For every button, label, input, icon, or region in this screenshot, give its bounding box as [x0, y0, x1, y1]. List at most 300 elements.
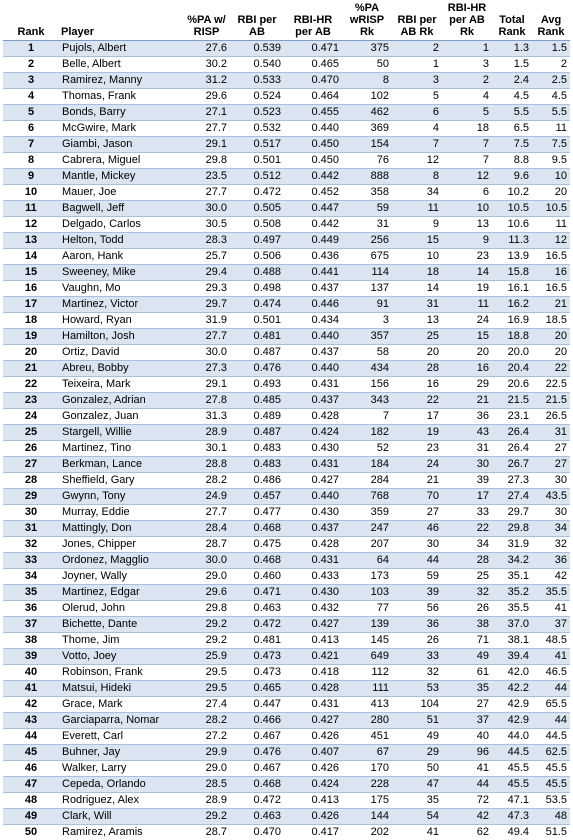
cell-rbi-hr-per-ab-rk: 37 — [442, 713, 492, 729]
cell-avg-rank: 34 — [532, 521, 570, 537]
cell-rank: 1 — [3, 41, 59, 57]
cell-avg-rank: 27 — [532, 457, 570, 473]
cell-avg-rank: 22.5 — [532, 377, 570, 393]
cell-rbi-per-ab-rk: 16 — [392, 377, 442, 393]
cell-rank: 49 — [3, 809, 59, 825]
cell-rbi-hr-per-ab: 0.440 — [284, 329, 342, 345]
cell-rbi-per-ab-rk: 44 — [392, 553, 442, 569]
cell-pa-wrisp-rk: 768 — [342, 489, 392, 505]
cell-player: Votto, Joey — [59, 649, 183, 665]
cell-total-rank: 5.5 — [492, 105, 532, 121]
cell-total-rank: 9.6 — [492, 169, 532, 185]
cell-rbi-per-ab: 0.467 — [230, 729, 284, 745]
cell-rbi-hr-per-ab-rk: 61 — [442, 665, 492, 681]
cell-rbi-hr-per-ab-rk: 31 — [442, 441, 492, 457]
table-row — [3, 121, 570, 137]
table-row — [3, 425, 570, 441]
cell-player: Murray, Eddie — [59, 505, 183, 521]
cell-rbi-per-ab: 0.468 — [230, 521, 284, 537]
cell-rbi-hr-per-ab: 0.430 — [284, 441, 342, 457]
cell-pa-risp: 28.7 — [183, 825, 230, 840]
cell-rbi-hr-per-ab: 0.407 — [284, 745, 342, 761]
cell-avg-rank: 45.5 — [532, 777, 570, 793]
cell-player: Robinson, Frank — [59, 665, 183, 681]
cell-rbi-hr-per-ab: 0.431 — [284, 377, 342, 393]
cell-rbi-hr-per-ab: 0.470 — [284, 73, 342, 89]
cell-pa-wrisp-rk: 451 — [342, 729, 392, 745]
cell-player: Pujols, Albert — [59, 41, 183, 57]
cell-rbi-hr-per-ab-rk: 29 — [442, 377, 492, 393]
cell-pa-wrisp-rk: 343 — [342, 393, 392, 409]
cell-avg-rank: 30 — [532, 505, 570, 521]
cell-rbi-hr-per-ab-rk: 24 — [442, 313, 492, 329]
table-row — [3, 441, 570, 457]
cell-rbi-per-ab: 0.476 — [230, 745, 284, 761]
cell-pa-risp: 29.5 — [183, 681, 230, 697]
cell-rbi-hr-per-ab: 0.442 — [284, 217, 342, 233]
cell-pa-wrisp-rk: 3 — [342, 313, 392, 329]
cell-pa-wrisp-rk: 64 — [342, 553, 392, 569]
cell-pa-risp: 29.6 — [183, 89, 230, 105]
cell-rbi-per-ab-rk: 27 — [392, 505, 442, 521]
cell-rbi-per-ab-rk: 28 — [392, 361, 442, 377]
cell-rbi-hr-per-ab: 0.437 — [284, 521, 342, 537]
cell-pa-risp: 30.0 — [183, 201, 230, 217]
cell-rbi-hr-per-ab-rk: 18 — [442, 121, 492, 137]
cell-pa-wrisp-rk: 173 — [342, 569, 392, 585]
cell-pa-risp: 30.5 — [183, 217, 230, 233]
cell-rbi-per-ab: 0.517 — [230, 137, 284, 153]
cell-rbi-per-ab: 0.475 — [230, 537, 284, 553]
cell-rbi-hr-per-ab: 0.431 — [284, 553, 342, 569]
cell-player: Belle, Albert — [59, 57, 183, 73]
cell-avg-rank: 65.5 — [532, 697, 570, 713]
cell-rbi-per-ab-rk: 23 — [392, 441, 442, 457]
cell-avg-rank: 21.5 — [532, 393, 570, 409]
table-row — [3, 761, 570, 777]
cell-total-rank: 44.5 — [492, 745, 532, 761]
cell-rbi-per-ab: 0.472 — [230, 185, 284, 201]
cell-total-rank: 35.2 — [492, 585, 532, 601]
cell-total-rank: 26.4 — [492, 425, 532, 441]
cell-avg-rank: 44 — [532, 681, 570, 697]
cell-total-rank: 10.5 — [492, 201, 532, 217]
table-row — [3, 713, 570, 729]
cell-rank: 35 — [3, 585, 59, 601]
cell-rank: 4 — [3, 89, 59, 105]
cell-rbi-per-ab: 0.467 — [230, 761, 284, 777]
cell-total-rank: 10.2 — [492, 185, 532, 201]
cell-rbi-hr-per-ab: 0.449 — [284, 233, 342, 249]
cell-pa-wrisp-rk: 182 — [342, 425, 392, 441]
cell-avg-rank: 26.5 — [532, 409, 570, 425]
cell-pa-wrisp-rk: 8 — [342, 73, 392, 89]
cell-avg-rank: 37 — [532, 617, 570, 633]
cell-total-rank: 20.4 — [492, 361, 532, 377]
cell-player: Joyner, Wally — [59, 569, 183, 585]
cell-total-rank: 8.8 — [492, 153, 532, 169]
cell-avg-rank: 10.5 — [532, 201, 570, 217]
cell-rbi-hr-per-ab: 0.421 — [284, 649, 342, 665]
table-row — [3, 169, 570, 185]
cell-pa-wrisp-rk: 675 — [342, 249, 392, 265]
cell-rbi-per-ab: 0.512 — [230, 169, 284, 185]
cell-avg-rank: 12 — [532, 233, 570, 249]
cell-rbi-hr-per-ab-rk: 28 — [442, 553, 492, 569]
cell-rbi-hr-per-ab: 0.431 — [284, 697, 342, 713]
cell-avg-rank: 2 — [532, 57, 570, 73]
cell-pa-wrisp-rk: 103 — [342, 585, 392, 601]
cell-pa-wrisp-rk: 357 — [342, 329, 392, 345]
table-row — [3, 137, 570, 153]
cell-rank: 29 — [3, 489, 59, 505]
cell-pa-risp: 31.9 — [183, 313, 230, 329]
cell-rbi-per-ab-rk: 9 — [392, 217, 442, 233]
cell-player: Martinez, Edgar — [59, 585, 183, 601]
cell-total-rank: 29.7 — [492, 505, 532, 521]
cell-avg-rank: 16.5 — [532, 249, 570, 265]
cell-rank: 47 — [3, 777, 59, 793]
cell-rank: 9 — [3, 169, 59, 185]
cell-rbi-per-ab: 0.506 — [230, 249, 284, 265]
cell-pa-risp: 31.2 — [183, 73, 230, 89]
cell-rbi-per-ab: 0.463 — [230, 809, 284, 825]
cell-pa-wrisp-rk: 170 — [342, 761, 392, 777]
cell-rbi-per-ab: 0.465 — [230, 681, 284, 697]
col-header-player: Player — [59, 2, 183, 41]
cell-avg-rank: 44.5 — [532, 729, 570, 745]
cell-pa-risp: 29.3 — [183, 281, 230, 297]
cell-player: Matsui, Hideki — [59, 681, 183, 697]
cell-player: Sheffield, Gary — [59, 473, 183, 489]
table-row — [3, 105, 570, 121]
cell-rbi-hr-per-ab: 0.427 — [284, 473, 342, 489]
cell-rbi-hr-per-ab-rk: 23 — [442, 249, 492, 265]
cell-rank: 45 — [3, 745, 59, 761]
cell-rbi-hr-per-ab-rk: 3 — [442, 57, 492, 73]
cell-pa-wrisp-rk: 139 — [342, 617, 392, 633]
table-row — [3, 649, 570, 665]
cell-rank: 24 — [3, 409, 59, 425]
cell-pa-wrisp-rk: 31 — [342, 217, 392, 233]
cell-rbi-hr-per-ab-rk: 6 — [442, 185, 492, 201]
cell-rbi-hr-per-ab-rk: 35 — [442, 681, 492, 697]
cell-pa-risp: 28.5 — [183, 777, 230, 793]
cell-total-rank: 42.9 — [492, 713, 532, 729]
cell-rbi-hr-per-ab-rk: 15 — [442, 329, 492, 345]
cell-total-rank: 6.5 — [492, 121, 532, 137]
cell-avg-rank: 21 — [532, 297, 570, 313]
cell-avg-rank: 35.5 — [532, 585, 570, 601]
cell-rbi-per-ab: 0.466 — [230, 713, 284, 729]
cell-rbi-per-ab-rk: 35 — [392, 793, 442, 809]
cell-pa-wrisp-rk: 50 — [342, 57, 392, 73]
cell-pa-risp: 28.9 — [183, 793, 230, 809]
cell-avg-rank: 7.5 — [532, 137, 570, 153]
cell-total-rank: 21.5 — [492, 393, 532, 409]
cell-pa-wrisp-rk: 649 — [342, 649, 392, 665]
cell-rbi-hr-per-ab-rk: 16 — [442, 361, 492, 377]
cell-player: Howard, Ryan — [59, 313, 183, 329]
cell-rbi-hr-per-ab-rk: 41 — [442, 761, 492, 777]
cell-rbi-per-ab: 0.472 — [230, 617, 284, 633]
cell-rbi-per-ab-rk: 29 — [392, 745, 442, 761]
cell-rbi-per-ab-rk: 59 — [392, 569, 442, 585]
cell-rbi-per-ab-rk: 2 — [392, 41, 442, 57]
cell-player: Jones, Chipper — [59, 537, 183, 553]
cell-avg-rank: 27 — [532, 441, 570, 457]
cell-rbi-hr-per-ab: 0.426 — [284, 761, 342, 777]
table-row — [3, 729, 570, 745]
cell-rbi-per-ab-rk: 20 — [392, 345, 442, 361]
cell-pa-risp: 25.9 — [183, 649, 230, 665]
cell-avg-rank: 43.5 — [532, 489, 570, 505]
cell-rbi-hr-per-ab: 0.427 — [284, 713, 342, 729]
cell-pa-risp: 30.0 — [183, 345, 230, 361]
cell-rbi-per-ab-rk: 26 — [392, 633, 442, 649]
cell-total-rank: 1.5 — [492, 57, 532, 73]
cell-rbi-per-ab: 0.540 — [230, 57, 284, 73]
cell-rank: 8 — [3, 153, 59, 169]
cell-avg-rank: 20 — [532, 329, 570, 345]
cell-pa-risp: 23.5 — [183, 169, 230, 185]
cell-pa-wrisp-rk: 247 — [342, 521, 392, 537]
cell-pa-wrisp-rk: 144 — [342, 809, 392, 825]
cell-total-rank: 4.5 — [492, 89, 532, 105]
cell-pa-wrisp-rk: 228 — [342, 777, 392, 793]
cell-total-rank: 35.1 — [492, 569, 532, 585]
cell-avg-rank: 45.5 — [532, 761, 570, 777]
cell-rank: 2 — [3, 57, 59, 73]
cell-avg-rank: 18.5 — [532, 313, 570, 329]
cell-rank: 31 — [3, 521, 59, 537]
cell-avg-rank: 9.5 — [532, 153, 570, 169]
cell-rbi-per-ab: 0.460 — [230, 569, 284, 585]
cell-rbi-hr-per-ab: 0.442 — [284, 169, 342, 185]
cell-rbi-hr-per-ab: 0.437 — [284, 393, 342, 409]
table-row — [3, 233, 570, 249]
cell-rbi-hr-per-ab: 0.431 — [284, 457, 342, 473]
cell-rbi-per-ab: 0.501 — [230, 153, 284, 169]
cell-player: Grace, Mark — [59, 697, 183, 713]
cell-rank: 14 — [3, 249, 59, 265]
cell-rank: 21 — [3, 361, 59, 377]
cell-rbi-hr-per-ab-rk: 71 — [442, 633, 492, 649]
cell-pa-risp: 27.4 — [183, 697, 230, 713]
cell-rbi-per-ab-rk: 11 — [392, 201, 442, 217]
cell-pa-risp: 29.2 — [183, 633, 230, 649]
cell-pa-risp: 30.1 — [183, 441, 230, 457]
cell-pa-wrisp-rk: 145 — [342, 633, 392, 649]
cell-avg-rank: 41 — [532, 601, 570, 617]
cell-total-rank: 1.3 — [492, 41, 532, 57]
table-row — [3, 489, 570, 505]
cell-total-rank: 18.8 — [492, 329, 532, 345]
cell-rbi-per-ab: 0.457 — [230, 489, 284, 505]
table-row — [3, 41, 570, 57]
cell-player: Ramirez, Manny — [59, 73, 183, 89]
cell-pa-wrisp-rk: 369 — [342, 121, 392, 137]
cell-rbi-hr-per-ab-rk: 33 — [442, 505, 492, 521]
table-row — [3, 329, 570, 345]
cell-rbi-hr-per-ab: 0.440 — [284, 121, 342, 137]
cell-pa-risp: 27.8 — [183, 393, 230, 409]
cell-total-rank: 27.3 — [492, 473, 532, 489]
cell-pa-risp: 28.4 — [183, 521, 230, 537]
col-header-rbi-hr-per-ab-rk: RBI-HR per AB Rk — [442, 2, 492, 41]
cell-player: Cepeda, Orlando — [59, 777, 183, 793]
rbi-table-sheet — [3, 2, 570, 840]
cell-avg-rank: 31 — [532, 425, 570, 441]
cell-pa-risp: 29.2 — [183, 809, 230, 825]
cell-avg-rank: 44 — [532, 713, 570, 729]
cell-rbi-per-ab: 0.468 — [230, 777, 284, 793]
cell-rbi-per-ab: 0.524 — [230, 89, 284, 105]
cell-rbi-hr-per-ab-rk: 32 — [442, 585, 492, 601]
cell-rbi-per-ab-rk: 15 — [392, 233, 442, 249]
cell-rbi-hr-per-ab: 0.441 — [284, 265, 342, 281]
table-row — [3, 153, 570, 169]
cell-rbi-per-ab: 0.471 — [230, 585, 284, 601]
cell-total-rank: 44.0 — [492, 729, 532, 745]
table-row — [3, 217, 570, 233]
cell-rbi-per-ab: 0.472 — [230, 793, 284, 809]
table-row — [3, 313, 570, 329]
cell-avg-rank: 16 — [532, 265, 570, 281]
cell-rbi-per-ab-rk: 10 — [392, 249, 442, 265]
cell-player: Ramirez, Aramis — [59, 825, 183, 840]
cell-rbi-hr-per-ab-rk: 25 — [442, 569, 492, 585]
table-row — [3, 633, 570, 649]
cell-total-rank: 20.6 — [492, 377, 532, 393]
cell-rank: 18 — [3, 313, 59, 329]
cell-rbi-per-ab-rk: 18 — [392, 265, 442, 281]
cell-rank: 38 — [3, 633, 59, 649]
cell-avg-rank: 48 — [532, 809, 570, 825]
cell-avg-rank: 11 — [532, 121, 570, 137]
cell-pa-wrisp-rk: 102 — [342, 89, 392, 105]
cell-rank: 11 — [3, 201, 59, 217]
cell-rbi-per-ab-rk: 41 — [392, 825, 442, 840]
cell-rank: 34 — [3, 569, 59, 585]
cell-total-rank: 42.9 — [492, 697, 532, 713]
cell-player: Everett, Carl — [59, 729, 183, 745]
table-row — [3, 345, 570, 361]
cell-pa-wrisp-rk: 58 — [342, 345, 392, 361]
cell-pa-wrisp-rk: 77 — [342, 601, 392, 617]
cell-rbi-hr-per-ab-rk: 12 — [442, 169, 492, 185]
cell-pa-wrisp-rk: 114 — [342, 265, 392, 281]
cell-rbi-hr-per-ab-rk: 43 — [442, 425, 492, 441]
cell-rbi-hr-per-ab-rk: 96 — [442, 745, 492, 761]
cell-rbi-hr-per-ab: 0.446 — [284, 297, 342, 313]
cell-pa-risp: 27.2 — [183, 729, 230, 745]
cell-avg-rank: 20 — [532, 345, 570, 361]
cell-total-rank: 15.8 — [492, 265, 532, 281]
cell-pa-wrisp-rk: 413 — [342, 697, 392, 713]
col-header-rbi-hr-per-ab: RBI-HR per AB — [284, 2, 342, 41]
cell-rbi-per-ab-rk: 50 — [392, 761, 442, 777]
cell-player: Gwynn, Tony — [59, 489, 183, 505]
cell-avg-rank: 46.5 — [532, 665, 570, 681]
cell-rbi-hr-per-ab: 0.428 — [284, 681, 342, 697]
cell-total-rank: 10.6 — [492, 217, 532, 233]
cell-avg-rank: 10 — [532, 169, 570, 185]
cell-total-rank: 13.9 — [492, 249, 532, 265]
cell-rbi-hr-per-ab: 0.430 — [284, 585, 342, 601]
cell-pa-risp: 28.8 — [183, 457, 230, 473]
cell-rbi-per-ab: 0.463 — [230, 601, 284, 617]
cell-rbi-hr-per-ab: 0.430 — [284, 505, 342, 521]
cell-rbi-per-ab-rk: 104 — [392, 697, 442, 713]
cell-player: Bonds, Barry — [59, 105, 183, 121]
cell-total-rank: 38.1 — [492, 633, 532, 649]
cell-pa-wrisp-rk: 137 — [342, 281, 392, 297]
table-row — [3, 297, 570, 313]
cell-rbi-per-ab-rk: 1 — [392, 57, 442, 73]
cell-player: Buhner, Jay — [59, 745, 183, 761]
cell-avg-rank: 42 — [532, 569, 570, 585]
cell-player: Martinez, Victor — [59, 297, 183, 313]
cell-player: Helton, Todd — [59, 233, 183, 249]
cell-rbi-per-ab-rk: 17 — [392, 409, 442, 425]
cell-pa-wrisp-rk: 375 — [342, 41, 392, 57]
cell-avg-rank: 20 — [532, 185, 570, 201]
cell-total-rank: 47.1 — [492, 793, 532, 809]
cell-rank: 15 — [3, 265, 59, 281]
cell-rbi-hr-per-ab: 0.434 — [284, 313, 342, 329]
cell-rbi-per-ab: 0.493 — [230, 377, 284, 393]
cell-rbi-per-ab: 0.483 — [230, 441, 284, 457]
cell-rbi-per-ab: 0.488 — [230, 265, 284, 281]
cell-rbi-per-ab: 0.470 — [230, 825, 284, 840]
cell-avg-rank: 30 — [532, 473, 570, 489]
cell-rbi-per-ab-rk: 53 — [392, 681, 442, 697]
cell-rbi-per-ab: 0.501 — [230, 313, 284, 329]
cell-total-rank: 42.0 — [492, 665, 532, 681]
cell-player: Teixeira, Mark — [59, 377, 183, 393]
table-row — [3, 89, 570, 105]
cell-total-rank: 47.3 — [492, 809, 532, 825]
cell-total-rank: 31.9 — [492, 537, 532, 553]
table-row — [3, 73, 570, 89]
cell-total-rank: 20.0 — [492, 345, 532, 361]
table-row — [3, 681, 570, 697]
cell-player: Stargell, Willie — [59, 425, 183, 441]
cell-total-rank: 27.4 — [492, 489, 532, 505]
cell-rank: 20 — [3, 345, 59, 361]
cell-rbi-per-ab: 0.487 — [230, 425, 284, 441]
cell-total-rank: 45.5 — [492, 761, 532, 777]
cell-total-rank: 11.3 — [492, 233, 532, 249]
cell-pa-risp: 29.1 — [183, 377, 230, 393]
cell-pa-wrisp-rk: 59 — [342, 201, 392, 217]
cell-rbi-hr-per-ab-rk: 38 — [442, 617, 492, 633]
cell-player: Gonzalez, Adrian — [59, 393, 183, 409]
cell-rbi-hr-per-ab-rk: 39 — [442, 473, 492, 489]
cell-rbi-per-ab-rk: 39 — [392, 585, 442, 601]
cell-pa-wrisp-rk: 359 — [342, 505, 392, 521]
table-row — [3, 57, 570, 73]
cell-total-rank: 26.4 — [492, 441, 532, 457]
cell-rank: 12 — [3, 217, 59, 233]
cell-avg-rank: 41 — [532, 649, 570, 665]
cell-rbi-hr-per-ab-rk: 9 — [442, 233, 492, 249]
cell-pa-risp: 27.3 — [183, 361, 230, 377]
cell-rbi-per-ab-rk: 21 — [392, 473, 442, 489]
cell-rbi-per-ab-rk: 25 — [392, 329, 442, 345]
cell-rbi-per-ab-rk: 30 — [392, 537, 442, 553]
